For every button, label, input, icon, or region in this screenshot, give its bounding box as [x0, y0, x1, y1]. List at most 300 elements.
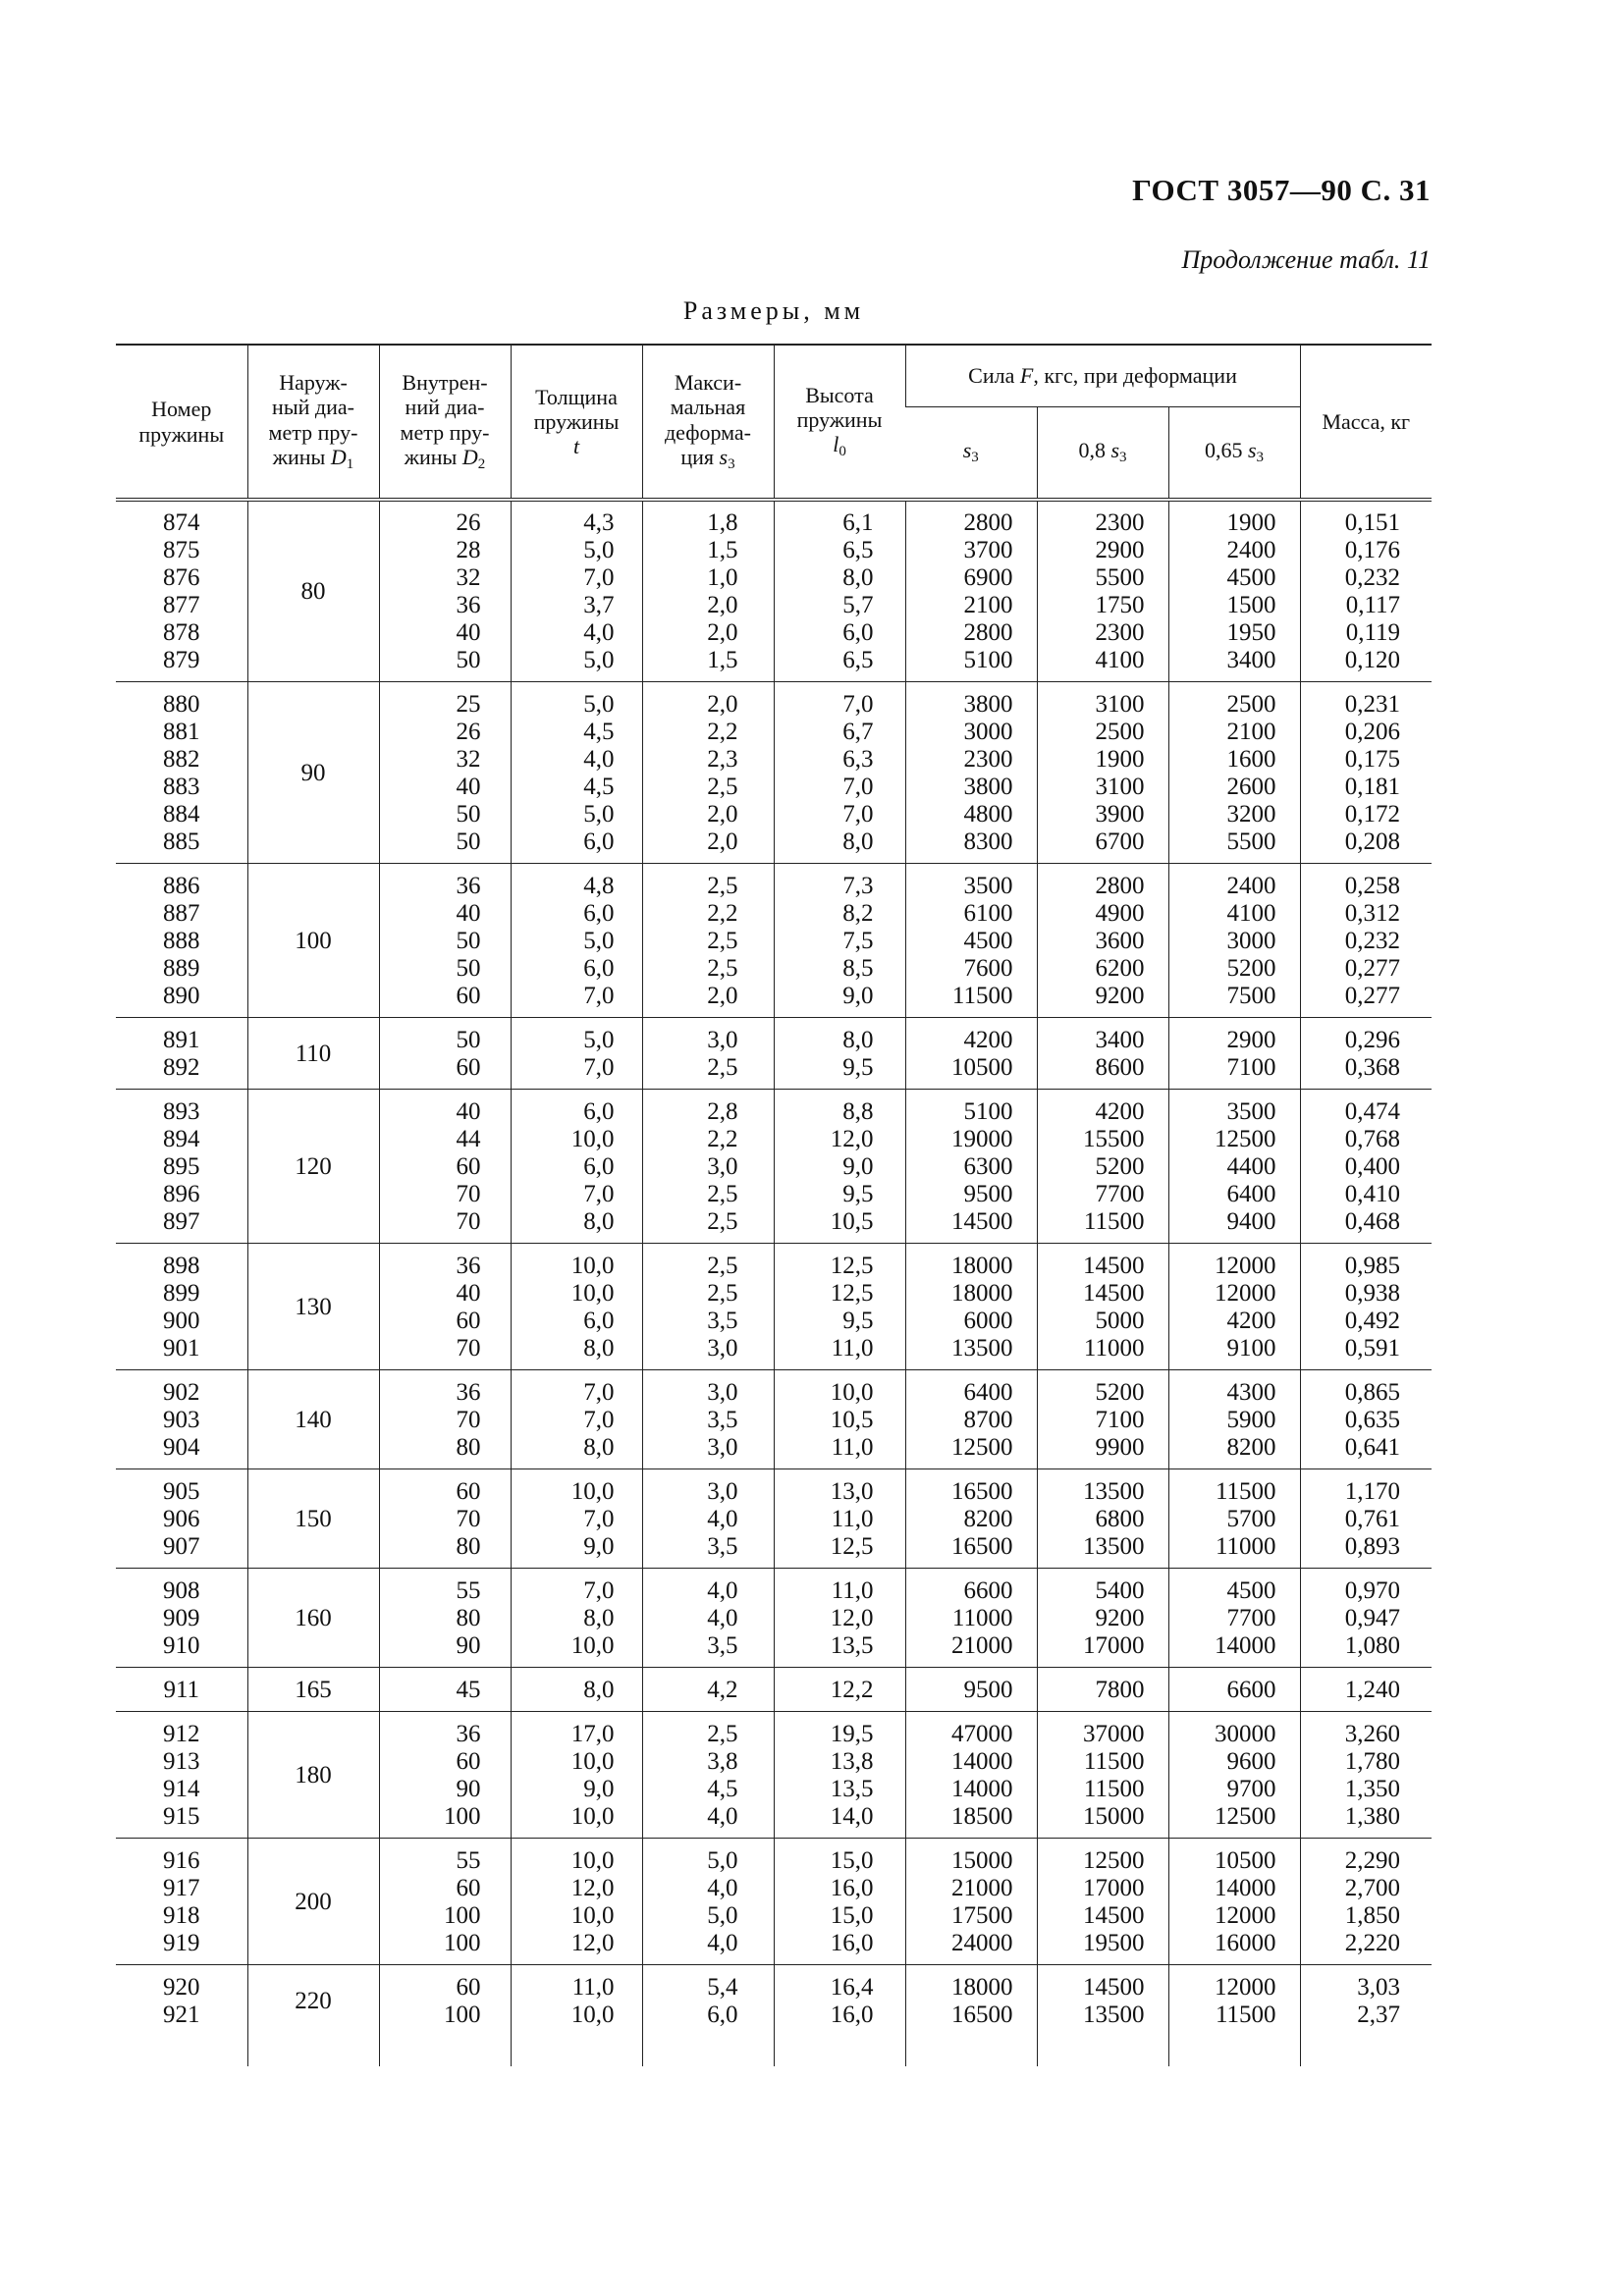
cell-inner-diameter	[379, 1668, 511, 1712]
cell-mass	[1300, 864, 1432, 1018]
cell-value: 44	[456, 1126, 481, 1152]
cell-value: 7,0	[583, 983, 615, 1009]
cell-value: 16500	[951, 1478, 1013, 1505]
cell-value: 888	[163, 928, 200, 954]
cell-value: 10,5	[830, 1407, 874, 1433]
cell-max-deformation	[642, 1370, 774, 1469]
cell-value: 50	[456, 647, 481, 673]
cell-outer-diameter: 220	[247, 1965, 379, 2067]
cell-value: 9200	[1095, 983, 1145, 1009]
cell-value: 912	[163, 1721, 200, 1747]
cell-value: 6400	[1226, 1181, 1276, 1207]
cell-value: 3,0	[707, 1153, 738, 1180]
cell-value: 9600	[1226, 1748, 1276, 1775]
cell-value: 2,0	[707, 801, 738, 828]
cell-inner-diameter	[379, 1090, 511, 1244]
cell-value: 8,0	[583, 1434, 615, 1461]
table-row-group	[116, 1569, 1432, 1668]
cell-value: 3,260	[1344, 1721, 1401, 1747]
cell-value: 0,175	[1344, 746, 1401, 773]
cell-inner-diameter	[379, 1244, 511, 1370]
cell-value: 901	[163, 1335, 200, 1362]
cell-value: 13,5	[830, 1632, 874, 1659]
cell-value: 12500	[1083, 1847, 1145, 1874]
cell-value: 8,0	[583, 1208, 615, 1235]
cell-value: 4,0	[707, 1506, 738, 1532]
cell-value: 18000	[951, 1280, 1013, 1307]
cell-value: 0,368	[1344, 1054, 1401, 1081]
cell-value: 10,0	[570, 1748, 615, 1775]
cell-value: 0,208	[1344, 828, 1401, 855]
cell-value: 2,0	[707, 592, 738, 618]
cell-value: 893	[163, 1098, 200, 1125]
cell-value: 9,0	[842, 1153, 874, 1180]
cell-value: 878	[163, 619, 200, 646]
cell-value: 12,5	[830, 1253, 874, 1279]
cell-value: 70	[456, 1181, 481, 1207]
cell-value: 6,7	[842, 719, 874, 745]
cell-value: 9,5	[842, 1054, 874, 1081]
cell-value: 14500	[1083, 1902, 1145, 1929]
cell-force-08-s3	[1037, 1569, 1168, 1668]
cell-force-08-s3	[1037, 1839, 1168, 1965]
cell-value: 5100	[963, 647, 1013, 673]
cell-value: 60	[456, 1054, 481, 1081]
cell-value: 0,312	[1344, 900, 1401, 927]
cell-force-065-s3	[1168, 1244, 1300, 1370]
cell-value: 2,290	[1344, 1847, 1401, 1874]
cell-value: 14500	[1083, 1280, 1145, 1307]
col-header-thickness: Толщина пружины t	[511, 345, 642, 500]
cell-value: 907	[163, 1533, 200, 1560]
cell-value: 3500	[1226, 1098, 1276, 1125]
cell-value: 5,0	[583, 1027, 615, 1053]
cell-value: 10,0	[570, 1280, 615, 1307]
cell-value: 3000	[963, 719, 1013, 745]
cell-value: 7,0	[842, 691, 874, 718]
cell-value: 8200	[963, 1506, 1013, 1532]
cell-value: 1,0	[707, 564, 738, 591]
cell-value: 19000	[951, 1126, 1013, 1152]
cell-number	[116, 1569, 247, 1668]
cell-mass	[1300, 1018, 1432, 1090]
cell-value: 4,0	[707, 1803, 738, 1830]
cell-value: 4100	[1226, 900, 1276, 927]
cell-value: 14500	[1083, 1253, 1145, 1279]
cell-mass	[1300, 1569, 1432, 1668]
cell-value: 10500	[951, 1054, 1013, 1081]
cell-outer-diameter: 100	[247, 864, 379, 1018]
cell-force-065-s3	[1168, 864, 1300, 1018]
cell-value: 36	[456, 1253, 481, 1279]
cell-value: 5200	[1095, 1153, 1145, 1180]
cell-value: 7700	[1226, 1605, 1276, 1631]
cell-thickness	[511, 1839, 642, 1965]
cell-value: 0,176	[1344, 537, 1401, 563]
cell-value: 902	[163, 1379, 200, 1406]
cell-value: 881	[163, 719, 200, 745]
cell-value: 14000	[951, 1776, 1013, 1802]
cell-value: 47000	[951, 1721, 1013, 1747]
cell-value: 883	[163, 774, 200, 800]
cell-inner-diameter	[379, 1712, 511, 1839]
cell-value: 60	[456, 983, 481, 1009]
cell-height	[774, 1569, 905, 1668]
cell-value: 14000	[951, 1748, 1013, 1775]
cell-value: 2400	[1226, 873, 1276, 899]
table-row-group	[116, 1370, 1432, 1469]
cell-value: 8,0	[842, 828, 874, 855]
cell-value: 7,0	[842, 774, 874, 800]
cell-value: 6,0	[583, 1153, 615, 1180]
cell-value: 2800	[963, 619, 1013, 646]
cell-value: 896	[163, 1181, 200, 1207]
cell-value: 7,0	[583, 564, 615, 591]
cell-value: 5,0	[583, 928, 615, 954]
col-header-force-s3: $s_3$	[905, 407, 1037, 501]
table-row-group	[116, 864, 1432, 1018]
cell-force-08-s3	[1037, 1018, 1168, 1090]
cell-value: 26	[456, 509, 481, 536]
cell-value: 3200	[1226, 801, 1276, 828]
cell-force-065-s3	[1168, 682, 1300, 864]
cell-value: 8,2	[842, 900, 874, 927]
cell-mass	[1300, 1244, 1432, 1370]
cell-value: 0,970	[1344, 1577, 1401, 1604]
col-header-height: Высота пружины $l_0$	[774, 345, 905, 500]
cell-value: 40	[456, 1098, 481, 1125]
cell-value: 8,0	[842, 1027, 874, 1053]
cell-force-08-s3	[1037, 864, 1168, 1018]
cell-value: 14500	[951, 1208, 1013, 1235]
cell-value: 909	[163, 1605, 200, 1631]
cell-mass	[1300, 1090, 1432, 1244]
cell-mass	[1300, 1370, 1432, 1469]
cell-value: 4,3	[583, 509, 615, 536]
cell-value: 80	[456, 1434, 481, 1461]
cell-value: 19,5	[830, 1721, 874, 1747]
cell-value: 11,0	[571, 1974, 615, 2001]
cell-value: 5000	[1095, 1308, 1145, 1334]
cell-value: 3,0	[707, 1027, 738, 1053]
cell-value: 879	[163, 647, 200, 673]
table-row-group	[116, 1018, 1432, 1090]
cell-value: 7700	[1095, 1181, 1145, 1207]
cell-height	[774, 1244, 905, 1370]
cell-value: 60	[456, 1974, 481, 2001]
cell-number	[116, 1668, 247, 1712]
cell-value: 2300	[1095, 619, 1145, 646]
cell-value: 9,5	[842, 1181, 874, 1207]
cell-value: 60	[456, 1308, 481, 1334]
table-row-group	[116, 1712, 1432, 1839]
cell-force-s3	[905, 682, 1037, 864]
cell-value: 3,0	[707, 1478, 738, 1505]
cell-value: 17000	[1083, 1875, 1145, 1901]
cell-value: 11000	[1215, 1533, 1276, 1560]
cell-value: 3,03	[1357, 1974, 1401, 2001]
cell-value: 5,7	[842, 592, 874, 618]
cell-value: 904	[163, 1434, 200, 1461]
cell-value: 0,231	[1344, 691, 1401, 718]
table-continuation-note: Продолжение табл. 11	[1181, 245, 1431, 274]
table-caption: Размеры, мм	[682, 296, 865, 325]
cell-force-s3	[905, 1668, 1037, 1712]
cell-value: 919	[163, 1930, 200, 1956]
cell-value: 4200	[963, 1027, 1013, 1053]
cell-value: 18000	[951, 1974, 1013, 2001]
cell-value: 17000	[1083, 1632, 1145, 1659]
col-header-force-08-s3: 0,8 $s_3$	[1037, 407, 1168, 501]
cell-value: 7,5	[842, 928, 874, 954]
cell-inner-diameter	[379, 1569, 511, 1668]
cell-value: 3100	[1095, 774, 1145, 800]
cell-mass	[1300, 1469, 1432, 1569]
cell-value: 11500	[1215, 2002, 1276, 2028]
cell-value: 10,5	[830, 1208, 874, 1235]
cell-value: 5500	[1226, 828, 1276, 855]
cell-value: 2,2	[707, 1126, 738, 1152]
cell-number	[116, 1839, 247, 1965]
cell-height	[774, 1370, 905, 1469]
cell-value: 4,0	[707, 1577, 738, 1604]
cell-value: 890	[163, 983, 200, 1009]
cell-value: 4500	[1226, 1577, 1276, 1604]
cell-value: 915	[163, 1803, 200, 1830]
cell-force-s3	[905, 1469, 1037, 1569]
cell-number	[116, 1469, 247, 1569]
cell-value: 70	[456, 1335, 481, 1362]
cell-value: 2,5	[707, 1181, 738, 1207]
cell-value: 897	[163, 1208, 200, 1235]
cell-value: 1,080	[1344, 1632, 1401, 1659]
cell-value: 6,0	[583, 1098, 615, 1125]
cell-value: 9900	[1095, 1434, 1145, 1461]
cell-value: 32	[456, 746, 481, 773]
table-row-group	[116, 1469, 1432, 1569]
cell-value: 10500	[1215, 1847, 1276, 1874]
cell-max-deformation	[642, 500, 774, 682]
cell-value: 10,0	[570, 1803, 615, 1830]
cell-value: 4500	[963, 928, 1013, 954]
cell-value: 884	[163, 801, 200, 828]
cell-value: 12000	[1215, 1974, 1276, 2001]
cell-value: 3700	[963, 537, 1013, 563]
cell-value: 2,5	[707, 1280, 738, 1307]
cell-value: 8,8	[842, 1098, 874, 1125]
cell-value: 7,0	[583, 1407, 615, 1433]
cell-value: 60	[456, 1478, 481, 1505]
cell-value: 914	[163, 1776, 200, 1802]
cell-value: 2,5	[707, 928, 738, 954]
cell-force-08-s3	[1037, 1965, 1168, 2067]
cell-value: 16,0	[830, 1930, 874, 1956]
cell-force-065-s3	[1168, 500, 1300, 682]
cell-value: 12,5	[830, 1533, 874, 1560]
cell-value: 3,5	[707, 1308, 738, 1334]
cell-value: 2,700	[1344, 1875, 1401, 1901]
cell-inner-diameter	[379, 682, 511, 864]
cell-value: 14000	[1215, 1632, 1276, 1659]
cell-value: 0,232	[1344, 928, 1401, 954]
cell-height	[774, 864, 905, 1018]
cell-number	[116, 1712, 247, 1839]
cell-height	[774, 1839, 905, 1965]
cell-inner-diameter	[379, 864, 511, 1018]
cell-value: 80	[456, 1605, 481, 1631]
cell-value: 877	[163, 592, 200, 618]
cell-value: 5200	[1095, 1379, 1145, 1406]
cell-value: 6100	[963, 900, 1013, 927]
cell-value: 13,5	[830, 1776, 874, 1802]
cell-value: 45	[456, 1677, 481, 1703]
cell-max-deformation	[642, 1469, 774, 1569]
cell-outer-diameter: 130	[247, 1244, 379, 1370]
cell-outer-diameter: 180	[247, 1712, 379, 1839]
cell-value: 50	[456, 828, 481, 855]
cell-force-065-s3	[1168, 1018, 1300, 1090]
cell-value: 14500	[1083, 1974, 1145, 2001]
cell-thickness	[511, 1018, 642, 1090]
cell-value: 6,0	[583, 1308, 615, 1334]
cell-value: 36	[456, 592, 481, 618]
cell-force-s3	[905, 864, 1037, 1018]
cell-value: 30000	[1215, 1721, 1276, 1747]
cell-value: 6300	[963, 1153, 1013, 1180]
cell-thickness	[511, 1712, 642, 1839]
cell-value: 0,181	[1344, 774, 1401, 800]
cell-thickness	[511, 1668, 642, 1712]
table-row-group	[116, 1839, 1432, 1965]
cell-value: 916	[163, 1847, 200, 1874]
cell-value: 10,0	[570, 1902, 615, 1929]
cell-value: 19500	[1083, 1930, 1145, 1956]
cell-value: 2300	[963, 746, 1013, 773]
cell-force-08-s3	[1037, 1668, 1168, 1712]
cell-thickness	[511, 1469, 642, 1569]
cell-height	[774, 1018, 905, 1090]
cell-value: 50	[456, 955, 481, 982]
cell-value: 2,0	[707, 691, 738, 718]
cell-value: 7,0	[583, 1506, 615, 1532]
cell-force-08-s3	[1037, 1469, 1168, 1569]
cell-force-065-s3	[1168, 1469, 1300, 1569]
cell-max-deformation	[642, 864, 774, 1018]
table-row-group	[116, 1244, 1432, 1370]
cell-value: 11,0	[831, 1506, 874, 1532]
cell-value: 50	[456, 928, 481, 954]
cell-value: 3,0	[707, 1335, 738, 1362]
cell-value: 3400	[1226, 647, 1276, 673]
cell-value: 3600	[1095, 928, 1145, 954]
cell-value: 60	[456, 1748, 481, 1775]
cell-force-065-s3	[1168, 1965, 1300, 2067]
cell-value: 11500	[951, 983, 1013, 1009]
cell-value: 3800	[963, 774, 1013, 800]
cell-value: 1,780	[1344, 1748, 1401, 1775]
cell-value: 1,350	[1344, 1776, 1401, 1802]
cell-value: 0,947	[1344, 1605, 1401, 1631]
cell-value: 900	[163, 1308, 200, 1334]
cell-value: 2300	[1095, 509, 1145, 536]
cell-value: 36	[456, 1721, 481, 1747]
cell-value: 0,400	[1344, 1153, 1401, 1180]
cell-value: 32	[456, 564, 481, 591]
cell-value: 15500	[1083, 1126, 1145, 1152]
cell-value: 4,5	[583, 774, 615, 800]
cell-value: 5700	[1226, 1506, 1276, 1532]
cell-value: 4400	[1226, 1153, 1276, 1180]
cell-value: 37000	[1083, 1721, 1145, 1747]
cell-value: 8300	[963, 828, 1013, 855]
cell-value: 2,5	[707, 873, 738, 899]
cell-value: 898	[163, 1253, 200, 1279]
cell-value: 7,0	[583, 1054, 615, 1081]
cell-outer-diameter: 150	[247, 1469, 379, 1569]
cell-force-s3	[905, 500, 1037, 682]
col-header-outer-diameter: Наруж- ный диа- метр пру- жины $D_1$	[247, 345, 379, 500]
cell-value: 5200	[1226, 955, 1276, 982]
cell-value: 910	[163, 1632, 200, 1659]
cell-value: 13,8	[830, 1748, 874, 1775]
cell-value: 3,5	[707, 1533, 738, 1560]
cell-value: 5,0	[707, 1847, 738, 1874]
cell-value: 1,170	[1344, 1478, 1401, 1505]
cell-max-deformation	[642, 1244, 774, 1370]
cell-value: 12,0	[570, 1875, 615, 1901]
cell-value: 0,893	[1344, 1533, 1401, 1560]
cell-value: 6,0	[583, 828, 615, 855]
cell-force-08-s3	[1037, 1712, 1168, 1839]
cell-value: 908	[163, 1577, 200, 1604]
cell-value: 8,0	[583, 1677, 615, 1703]
cell-force-s3	[905, 1712, 1037, 1839]
cell-max-deformation	[642, 1839, 774, 1965]
cell-value: 4,0	[707, 1875, 738, 1901]
cell-thickness	[511, 500, 642, 682]
col-header-inner-diameter: Внутрен- ний диа- метр пру- жины $D_2$	[379, 345, 511, 500]
cell-value: 9,0	[583, 1533, 615, 1560]
cell-value: 906	[163, 1506, 200, 1532]
table-row-group	[116, 1090, 1432, 1244]
cell-value: 12500	[951, 1434, 1013, 1461]
cell-value: 8,0	[842, 564, 874, 591]
cell-height	[774, 1965, 905, 2067]
cell-value: 895	[163, 1153, 200, 1180]
cell-value: 5100	[963, 1098, 1013, 1125]
cell-value: 0,277	[1344, 983, 1401, 1009]
cell-height	[774, 682, 905, 864]
cell-value: 4,5	[583, 719, 615, 745]
cell-value: 4,5	[707, 1776, 738, 1802]
cell-value: 11500	[1083, 1776, 1145, 1802]
cell-value: 12500	[1215, 1126, 1276, 1152]
cell-thickness	[511, 682, 642, 864]
cell-value: 880	[163, 691, 200, 718]
cell-max-deformation	[642, 1965, 774, 2067]
cell-value: 16,0	[830, 2002, 874, 2028]
cell-value: 4,0	[583, 746, 615, 773]
cell-thickness	[511, 1370, 642, 1469]
cell-value: 12,0	[570, 1930, 615, 1956]
cell-force-065-s3	[1168, 1839, 1300, 1965]
cell-value: 16000	[1215, 1930, 1276, 1956]
table-row-group	[116, 1668, 1432, 1712]
cell-value: 10,0	[570, 1253, 615, 1279]
cell-value: 3,5	[707, 1407, 738, 1433]
cell-value: 24000	[951, 1930, 1013, 1956]
cell-value: 921	[163, 2002, 200, 2028]
